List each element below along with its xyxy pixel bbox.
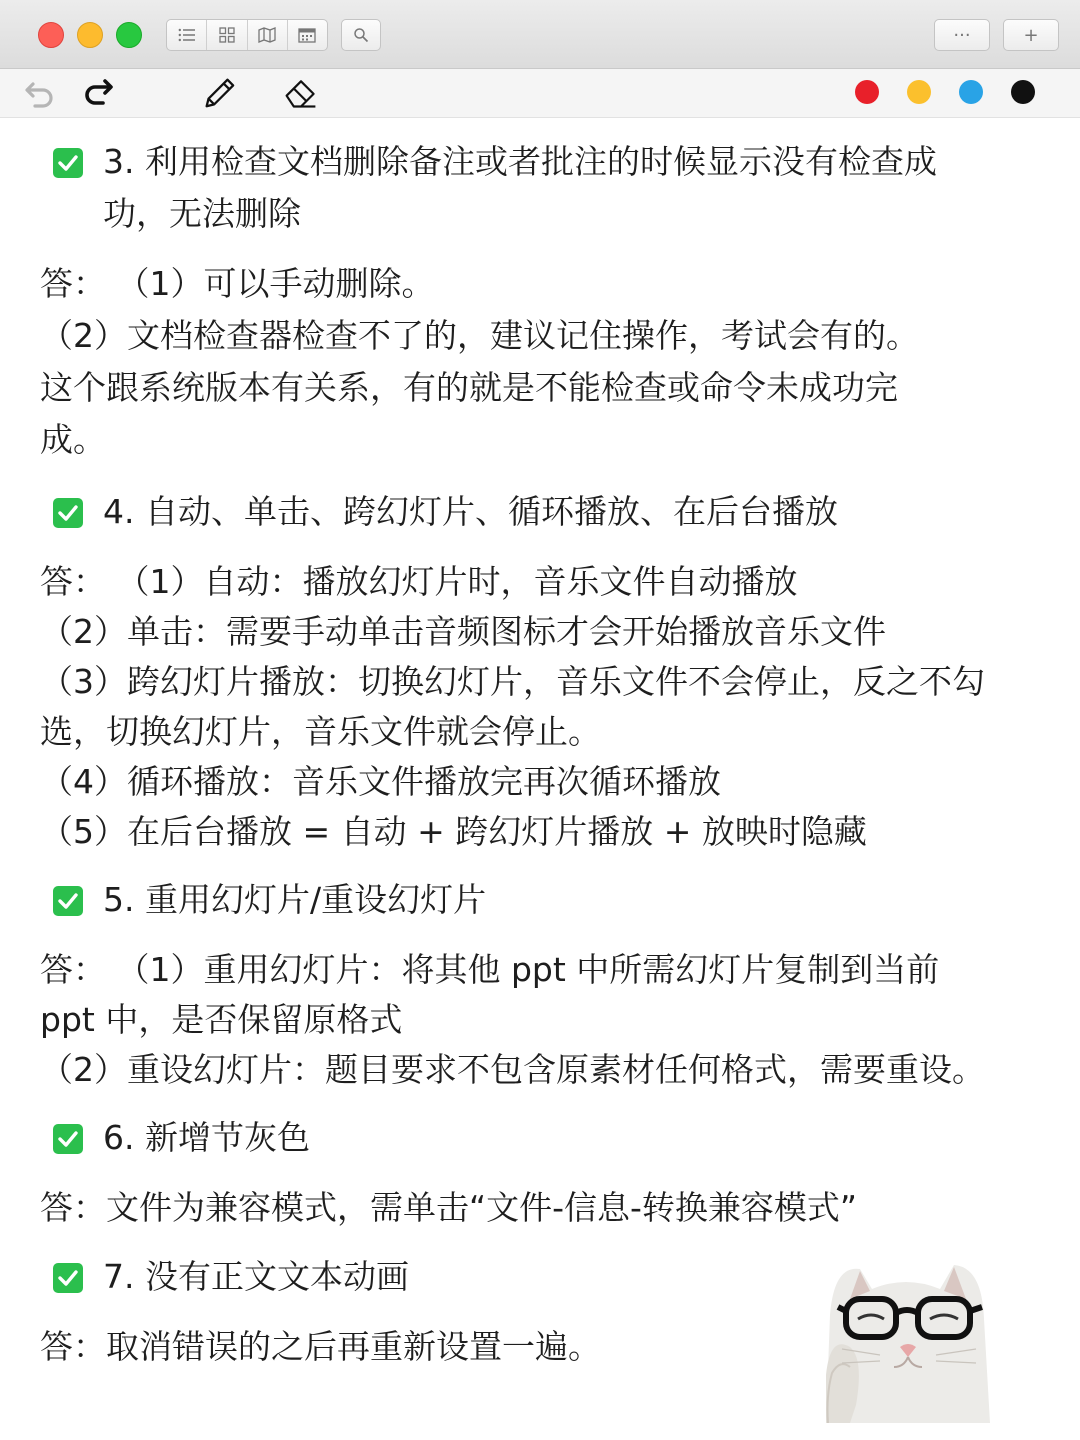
redo-icon	[81, 78, 115, 108]
blue-color-swatch[interactable]	[959, 80, 983, 104]
more-button[interactable]: ···	[934, 19, 990, 51]
answer-5-line-3: （2）重设幻灯片：题目要求不包含原素材任何格式，需要重设。	[40, 1050, 985, 1089]
answer-4-line-1: 答： （1）自动：播放幻灯片时，音乐文件自动播放	[40, 562, 798, 601]
checkbox-checked-icon[interactable]	[53, 1124, 83, 1154]
title-bar	[0, 0, 1080, 69]
checkbox-checked-icon[interactable]	[53, 1263, 83, 1293]
cat-with-glasses-sticker	[820, 1255, 992, 1423]
answer-3-line-2: （2）文档检查器检查不了的，建议记住操作，考试会有的。	[40, 316, 919, 355]
close-window-button[interactable]	[38, 22, 64, 48]
zoom-window-button[interactable]	[116, 22, 142, 48]
question-3-line-2: 功，无法删除	[103, 194, 301, 233]
view-mode-segmented-control	[166, 19, 328, 51]
calendar-icon	[298, 27, 316, 43]
pencil-icon	[200, 74, 236, 112]
answer-3-line-1: 答： （1）可以手动删除。	[40, 264, 435, 303]
pen-tool-button[interactable]	[200, 75, 236, 111]
map-icon	[258, 27, 276, 43]
question-7: 7. 没有正文文本动画	[103, 1257, 409, 1296]
minimize-window-button[interactable]	[77, 22, 103, 48]
add-button[interactable]: +	[1003, 19, 1059, 51]
answer-3-line-3: 这个跟系统版本有关系，有的就是不能检查或命令未成功完	[40, 368, 898, 407]
search-button[interactable]	[341, 19, 381, 51]
list-icon	[178, 27, 196, 43]
grid-view-button[interactable]	[207, 20, 247, 50]
list-view-button[interactable]	[167, 20, 207, 50]
answer-4-line-5: （4）循环播放：音乐文件播放完再次循环播放	[40, 762, 721, 801]
search-icon	[353, 27, 369, 43]
question-3-line-1: 3. 利用检查文档删除备注或者批注的时候显示没有检查成	[103, 142, 937, 181]
answer-4-line-3: （3）跨幻灯片播放：切换幻灯片，音乐文件不会停止，反之不勾	[40, 662, 985, 701]
note-content[interactable]	[0, 118, 1080, 1440]
map-view-button[interactable]	[248, 20, 288, 50]
calendar-view-button[interactable]	[288, 20, 327, 50]
checkbox-checked-icon[interactable]	[53, 498, 83, 528]
question-4: 4. 自动、单击、跨幻灯片、循环播放、在后台播放	[103, 492, 838, 531]
answer-5-line-1: 答： （1）重用幻灯片：将其他 ppt 中所需幻灯片复制到当前	[40, 950, 940, 989]
answer-4-line-4: 选，切换幻灯片，音乐文件就会停止。	[40, 712, 601, 751]
answer-7-line-1: 答：取消错误的之后再重新设置一遍。	[40, 1327, 601, 1366]
yellow-color-swatch[interactable]	[907, 80, 931, 104]
redo-button[interactable]	[80, 75, 116, 111]
red-color-swatch[interactable]	[855, 80, 879, 104]
grid-icon	[219, 27, 235, 43]
answer-5-line-2: ppt 中，是否保留原格式	[40, 1000, 403, 1039]
checkbox-checked-icon[interactable]	[53, 886, 83, 916]
undo-icon	[23, 78, 57, 108]
answer-4-line-2: （2）单击：需要手动单击音频图标才会开始播放音乐文件	[40, 612, 886, 651]
eraser-tool-button[interactable]	[283, 75, 319, 111]
answer-6-line-1: 答：文件为兼容模式，需单击“文件-信息-转换兼容模式”	[40, 1188, 858, 1227]
question-5: 5. 重用幻灯片/重设幻灯片	[103, 880, 487, 919]
undo-button[interactable]	[22, 75, 58, 111]
question-6: 6. 新增节灰色	[103, 1118, 310, 1157]
eraser-icon	[283, 74, 319, 112]
black-color-swatch[interactable]	[1011, 80, 1035, 104]
answer-3-line-4: 成。	[40, 420, 106, 459]
answer-4-line-6: （5）在后台播放 = 自动 + 跨幻灯片播放 + 放映时隐藏	[40, 812, 867, 851]
checkbox-checked-icon[interactable]	[53, 148, 83, 178]
